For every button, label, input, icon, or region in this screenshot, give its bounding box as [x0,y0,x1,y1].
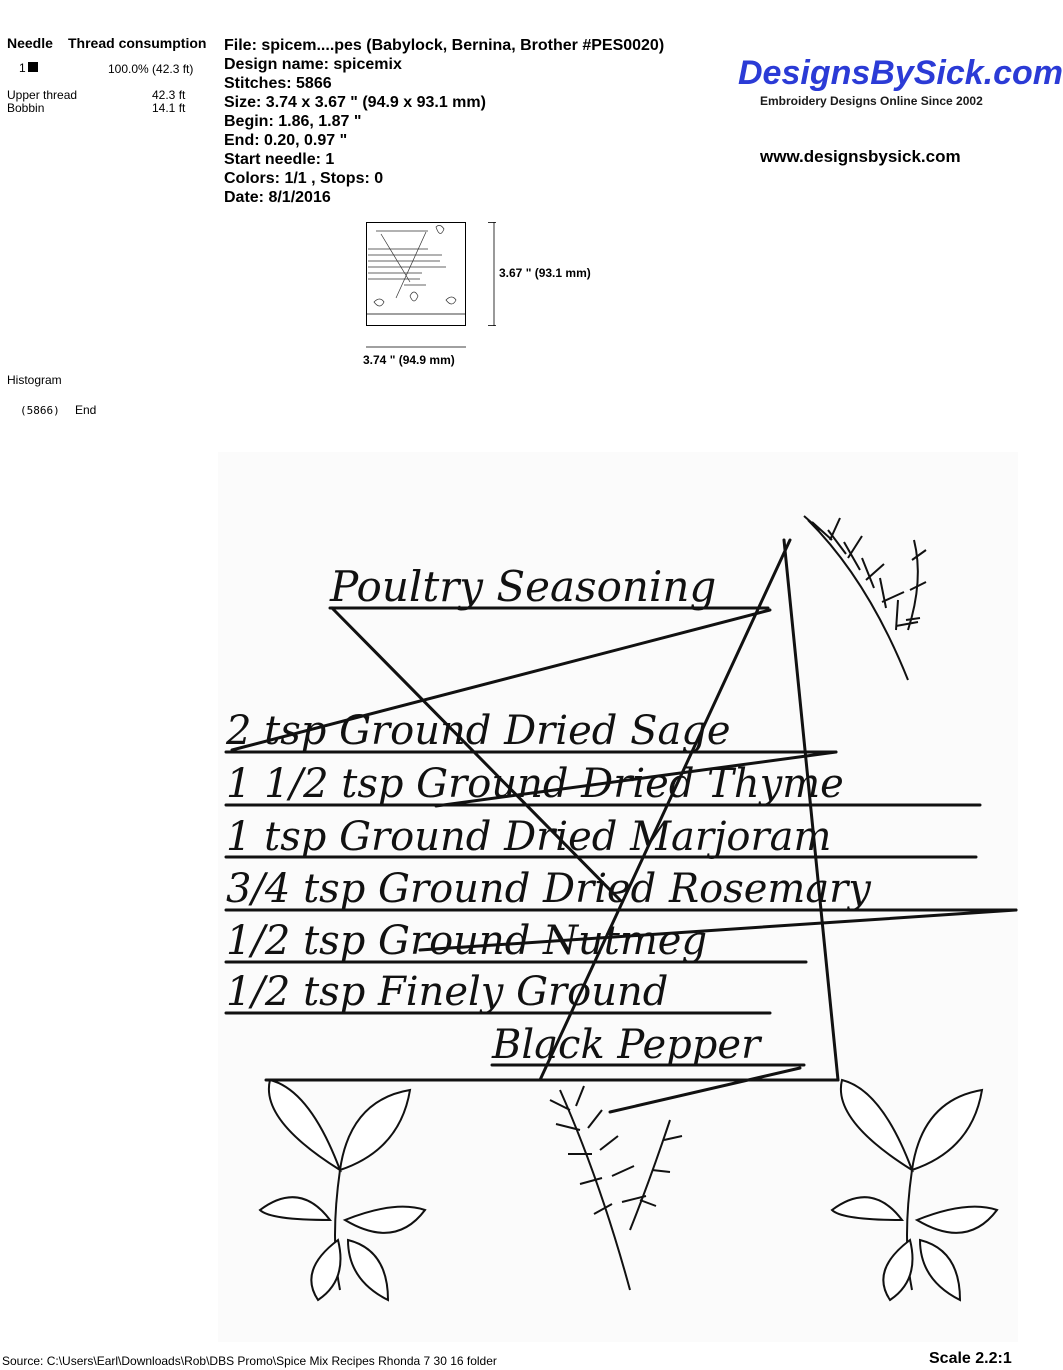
bobbin-label: Bobbin [7,101,45,115]
design-line-3: 1 tsp Ground Dried Marjoram [226,814,832,860]
histogram-title: Histogram [7,373,62,387]
begin-line: Begin: 1.86, 1.87 " [224,113,362,130]
design-title-text: Poultry Seasoning [330,562,717,611]
upper-thread-value: 42.3 ft [152,88,186,102]
bobbin-value: 14.1 ft [152,101,186,115]
needle-number: 1 [19,61,26,75]
upper-thread-label: Upper thread [7,88,78,102]
sage-leaves-left-icon [260,1080,425,1300]
thread-consumption-column-header: Thread consumption [68,35,207,51]
file-line: File: spicem....pes (Babylock, Bernina, Brother #PES0020) [224,37,665,54]
design-line-1: 2 tsp Ground Dried Sage [226,708,731,754]
size-line: Size: 3.74 x 3.67 " (94.9 x 93.1 mm) [224,94,486,111]
design-line-7: Black Pepper [492,1022,761,1068]
needle-column-header: Needle [7,35,53,51]
logo-tagline: Embroidery Designs Online Since 2002 [760,94,983,108]
start-needle-line: Start needle: 1 [224,151,335,168]
histogram-end-label: End [75,403,97,417]
end-line: End: 0.20, 0.97 " [224,132,348,149]
design-line-5: 1/2 tsp Ground Nutmeg [226,918,708,964]
histogram-count: (5866) [20,404,60,417]
design-line-4: 3/4 tsp Ground Dried Rosemary [226,866,871,912]
stitches-line: Stitches: 5866 [224,75,332,92]
design-line-2: 1 1/2 tsp Ground Dried Thyme [226,761,844,807]
colors-line: Colors: 1/1 , Stops: 0 [224,170,384,187]
thread-consumption-value: 100.0% (42.3 ft) [108,62,194,76]
thumbnail-height-label: 3.67 " (93.1 mm) [499,266,591,280]
source-path: Source: C:\Users\Earl\Downloads\Rob\DBS Promo\Spice Mix Recipes Rhonda 7 30 16 folder [2,1354,497,1368]
sage-leaves-right-icon [832,1080,997,1300]
website-url: www.designsbysick.com [760,147,961,166]
rosemary-sprig-top-icon [804,516,926,680]
date-line: Date: 8/1/2016 [224,189,331,206]
thumbnail-width-label: 3.74 " (94.9 mm) [363,353,455,367]
scale-label: Scale 2.2:1 [929,1350,1012,1367]
rosemary-sprig-bottom-icon [550,1086,682,1290]
designsbysick-logo: DesignsBySick.com [738,54,1063,92]
design-name-line: Design name: spicemix [224,56,402,73]
design-line-6: 1/2 tsp Finely Ground [226,969,669,1015]
